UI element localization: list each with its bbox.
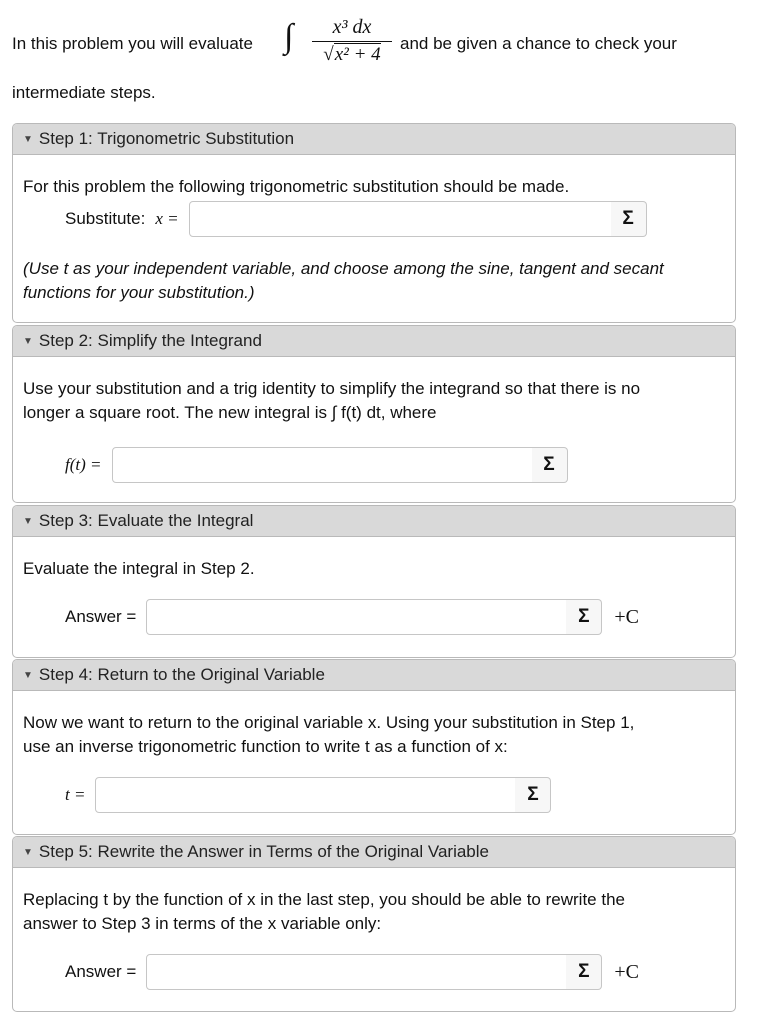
caret-down-icon: ▼ [23, 515, 33, 527]
step-4-answer-input[interactable] [95, 777, 519, 813]
intro-text-line2: intermediate steps. [12, 83, 156, 102]
step-5-instructions-line1: Replacing t by the function of x in the last step, you should be able to rewrite the [23, 890, 625, 909]
integral-expression [284, 14, 396, 78]
sigma-icon[interactable]: Σ [611, 201, 647, 237]
step-4-instructions-line1: Now we want to return to the original variable x. Using your substitution in Step 1, [23, 713, 635, 732]
sqrt-icon: √ [323, 44, 334, 65]
sigma-icon[interactable]: Σ [515, 777, 551, 813]
step-4-input-row [65, 777, 551, 813]
step-5-panel [12, 836, 736, 1012]
step-1-title: Step 1: Trigonometric Substitution [38, 129, 295, 148]
caret-down-icon: ▼ [23, 133, 33, 145]
step-4-label-math: t = [65, 785, 86, 804]
step-1-answer-input[interactable] [189, 201, 615, 237]
integrand-radicand: x² + 4 [334, 44, 381, 65]
step-3-label: Answer = [65, 607, 137, 626]
step-5-label: Answer = [65, 962, 137, 981]
sigma-icon[interactable]: Σ [566, 954, 602, 990]
step-1-header[interactable] [13, 124, 735, 155]
integrand-fraction [312, 14, 392, 68]
caret-down-icon: ▼ [23, 669, 33, 681]
step-4-header[interactable] [13, 660, 735, 691]
step-1-instructions: For this problem the following trigonometric substitution should be made. [23, 177, 570, 196]
step-3-panel [12, 505, 736, 658]
step-2-input-row [65, 447, 568, 483]
step-5-input-row [65, 954, 639, 990]
intro-text-before: In this problem you will evaluate [12, 34, 253, 53]
step-1-panel [12, 123, 736, 323]
sigma-icon[interactable]: Σ [532, 447, 568, 483]
step-2-instructions-line1: Use your substitution and a trig identity to simplify the integrand so that there is no [23, 379, 641, 398]
caret-down-icon: ▼ [23, 335, 33, 347]
integrand-numerator: x³ dx [332, 16, 372, 38]
step-3-suffix: +C [614, 605, 639, 628]
step-1-label-word: Substitute: [65, 209, 146, 228]
problem-intro [12, 0, 752, 110]
step-2-answer-input[interactable] [112, 447, 536, 483]
sigma-icon[interactable]: Σ [566, 599, 602, 635]
step-4-instructions-line2: use an inverse trigonometric function to write t as a function of x: [23, 737, 508, 756]
step-3-instructions: Evaluate the integral in Step 2. [23, 559, 255, 578]
step-2-title: Step 2: Simplify the Integrand [38, 331, 262, 350]
step-4-panel [12, 659, 736, 835]
step-3-answer-input[interactable] [146, 599, 570, 635]
step-3-input-row [65, 599, 639, 635]
step-3-header[interactable] [13, 506, 735, 537]
step-2-header[interactable] [13, 326, 735, 357]
step-5-header[interactable] [13, 837, 735, 868]
step-5-instructions-line2: answer to Step 3 in terms of the x variable only: [23, 914, 382, 933]
step-2-label-math: f(t) = [65, 455, 102, 474]
integral-sign: ∫ [284, 18, 294, 55]
intro-text-after: and be given a chance to check your [400, 34, 677, 53]
step-1-input-row [65, 201, 647, 237]
integrand-denominator [312, 42, 392, 68]
step-1-note: (Use t as your independent variable, and choose among the sine, tangent and secant functions for your substitution.) [23, 259, 664, 302]
caret-down-icon: ▼ [23, 846, 33, 858]
step-3-title: Step 3: Evaluate the Integral [38, 511, 254, 530]
step-5-title: Step 5: Rewrite the Answer in Terms of the Original Variable [38, 842, 489, 861]
step-2-instructions-line2: longer a square root. The new integral is ∫ f(t) dt, where [23, 403, 437, 422]
step-5-answer-input[interactable] [146, 954, 570, 990]
step-2-panel [12, 325, 736, 503]
step-4-title: Step 4: Return to the Original Variable [38, 665, 325, 684]
step-1-label-math: x = [155, 209, 179, 228]
step-5-suffix: +C [614, 960, 639, 983]
